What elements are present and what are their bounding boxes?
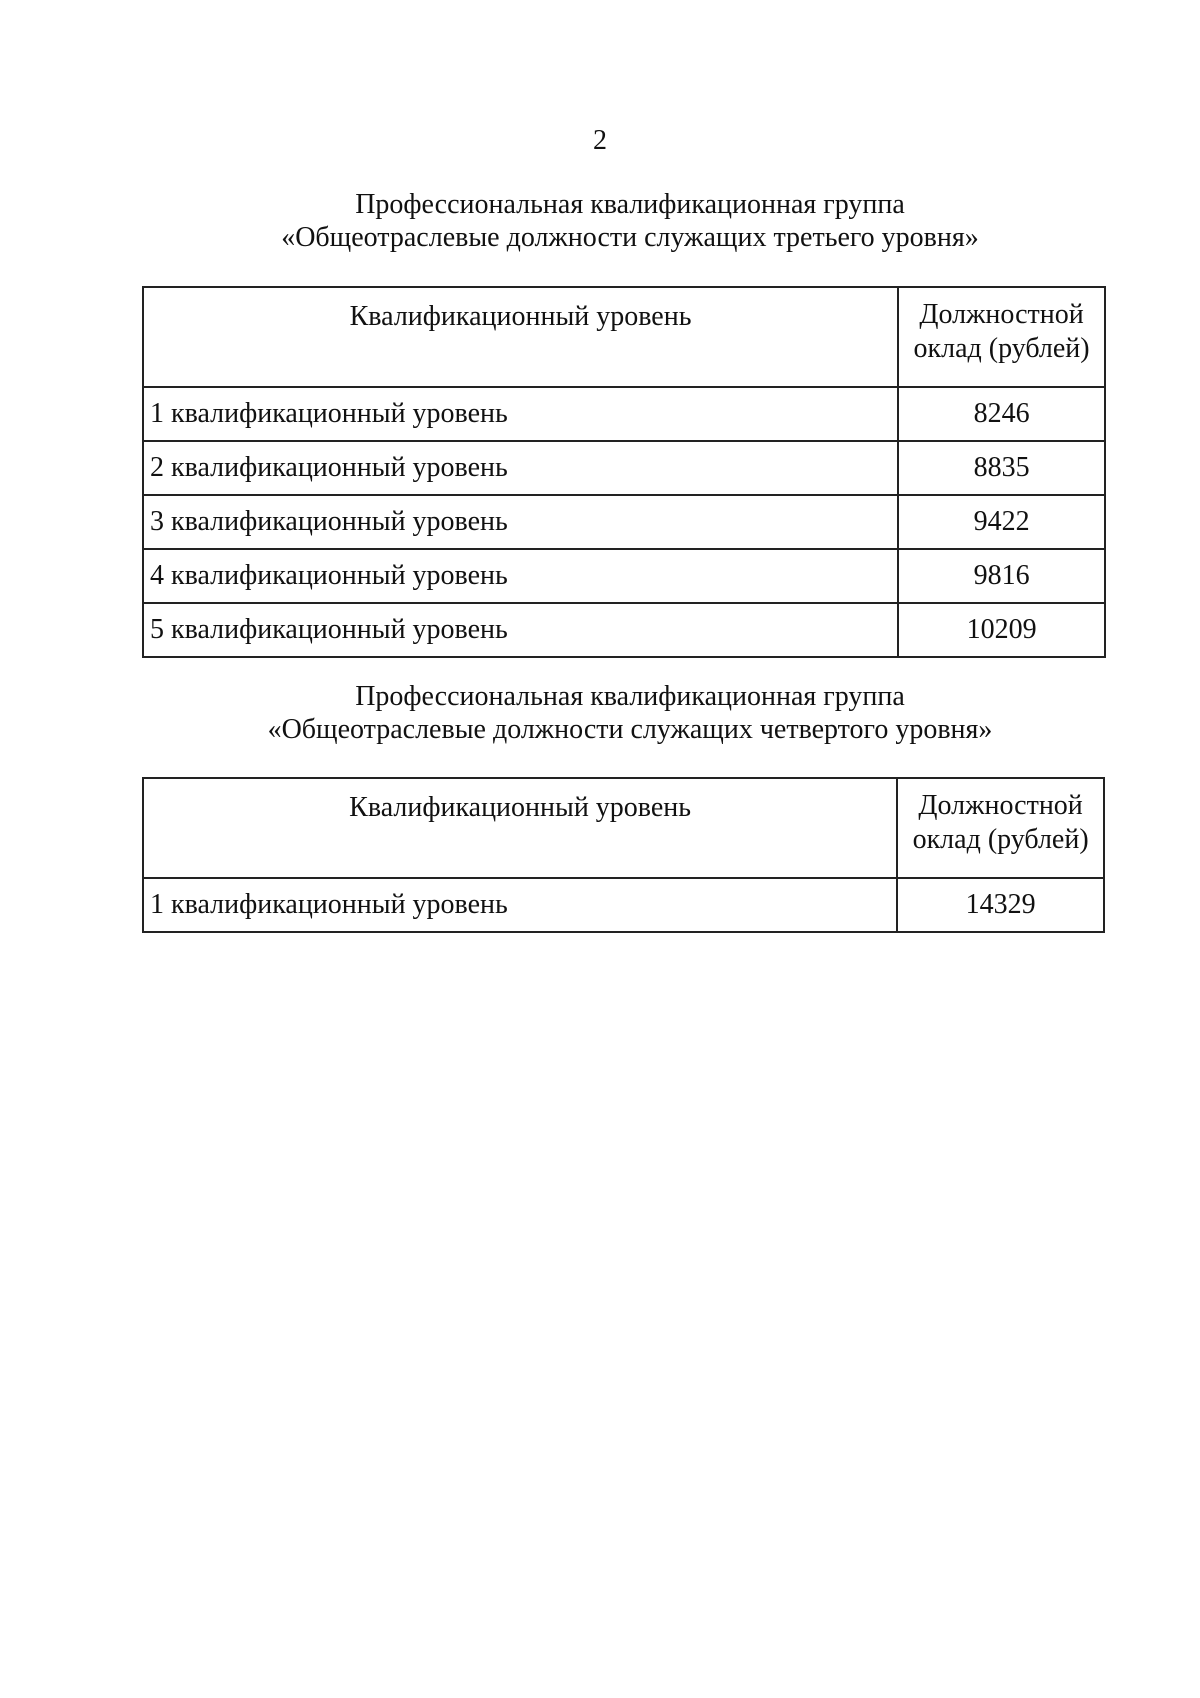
table-row	[143, 495, 1105, 549]
salary-cell: 14329	[897, 878, 1104, 932]
page-number: 2	[593, 125, 607, 156]
level-cell: 4 квалификационный уровень	[143, 549, 898, 603]
table-row	[143, 387, 1105, 441]
column-header-salary	[898, 287, 1105, 387]
column-header-salary-line: Должностной	[919, 299, 1084, 330]
salary-cell: 10209	[898, 603, 1105, 657]
table-row	[143, 441, 1105, 495]
group-heading-fourth-level	[0, 680, 1200, 746]
group-heading-line: «Общеотраслевые должности служащих четвертого уровня»	[267, 714, 993, 745]
salary-table-third-level	[142, 286, 1106, 658]
column-header-salary-line: оклад (рублей)	[912, 824, 1089, 855]
group-heading-line: «Общеотраслевые должности служащих третьего уровня»	[281, 222, 979, 253]
level-cell: 3 квалификационный уровень	[143, 495, 898, 549]
table-header-row	[143, 287, 1105, 387]
salary-cell: 8835	[898, 441, 1105, 495]
group-heading-line: Профессиональная квалификационная группа	[355, 681, 905, 712]
salary-cell: 9422	[898, 495, 1105, 549]
column-header-level: Квалификационный уровень	[143, 778, 897, 878]
table-header-row	[143, 778, 1104, 878]
level-cell: 2 квалификационный уровень	[143, 441, 898, 495]
group-heading-third-level	[0, 188, 1200, 254]
table-row	[143, 549, 1105, 603]
column-header-salary-line: Должностной	[918, 790, 1083, 821]
level-cell: 1 квалификационный уровень	[143, 878, 897, 932]
column-header-level: Квалификационный уровень	[143, 287, 898, 387]
column-header-salary	[897, 778, 1104, 878]
group-heading-line: Профессиональная квалификационная группа	[355, 189, 905, 220]
salary-cell: 8246	[898, 387, 1105, 441]
level-cell: 5 квалификационный уровень	[143, 603, 898, 657]
level-cell: 1 квалификационный уровень	[143, 387, 898, 441]
table-row	[143, 603, 1105, 657]
salary-cell: 9816	[898, 549, 1105, 603]
column-header-salary-line: оклад (рублей)	[913, 333, 1090, 364]
salary-table-fourth-level	[142, 777, 1105, 933]
table-row	[143, 878, 1104, 932]
